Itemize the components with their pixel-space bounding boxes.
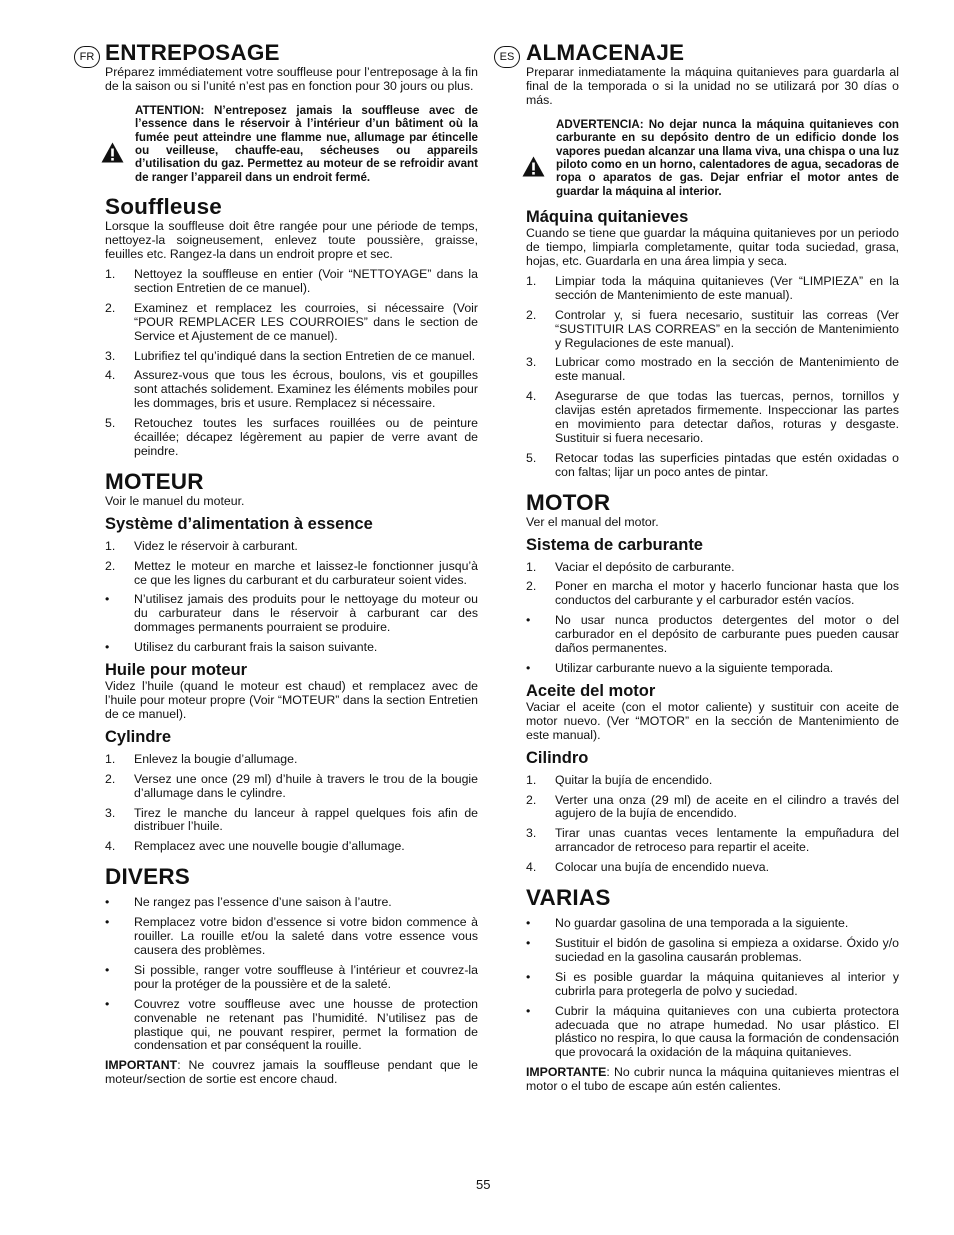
list-item [526,614,899,656]
list-item-text: Sustituir el bidón de gasolina si empieza a oxidarse. Óxido y/o suciedad en la gasolina causarán problemas. [555,935,899,964]
list-item-text: Poner en marcha el motor y hacerlo funcionar hasta que los conductos del carburante y el carburador estén vacíos. [555,579,899,608]
list-marker: 3. [105,348,116,363]
list-item [526,971,899,999]
list-item-text: Enlevez la bougie d’allumage. [134,751,298,766]
almacenaje-heading: ALMACENAJE [526,40,685,65]
french-column [105,40,478,1087]
list-item [526,827,899,855]
maquina-steps [526,275,899,480]
list-item-text: Retouchez toutes les surfaces rouillées ou de peinture écaillée; décapez légèrement au papier de verre avant de peindre. [134,416,478,458]
list-item-text: Lubricar como mostrado en la sección de Mantenimiento de este manual. [555,355,899,384]
list-marker: 5. [526,450,537,465]
list-item [526,937,899,965]
list-item-text: Verter una onza (29 ml) de aceite en el cilindro a través del agujero de la bujía de encendido. [555,792,899,821]
list-item [105,369,478,411]
list-marker: • [105,640,110,655]
list-marker: 2. [105,558,116,573]
moteur-heading: MOTEUR [105,468,204,494]
list-item [105,916,478,958]
list-item [105,641,478,655]
warning-text: ADVERTENCIA: No dejar nunca la máquina quitanieves con carburante en su depósito dentro de un edificio donde los vapores puedan alcanzar una llama viva, una chispa o una luz piloto como en un horno, calentadores de agua, secadoras de ropa o aparatos de gas. Dejar enfriar el motor antes de guardar la máquina al interior. [556,117,899,198]
cylinder-heading: Cylindre [105,727,172,746]
list-item-text: Videz le réservoir à carburant. [134,538,298,553]
motor-intro: Ver el manual del motor. [526,514,659,529]
cylinder-heading: Cilindro [526,748,589,767]
list-item-text: Tirar unas cuantas veces lentamente la empuñadura del arrancador de retroceso para repartir el aceite. [555,826,899,855]
list-marker: 2. [526,307,537,322]
engine-oil-text: Vaciar el aceite (con el motor caliente) y sustituir con aceite de motor nuevo. (Ver “MOTOR” en la sección de Mantenimiento de este manual). [526,699,899,742]
warning-text: ATTENTION: N’entreposez jamais la souffleuse avec de l’essence dans le réservoir à l’intérieur d’un bâtiment où la fumée peut atteindre une flamme nue, allumage par étincelle ou veilleuse, chauffe-eau, sécheuses ou appareils d’utilisation du gaz. Permettez au moteur de se refroidir avant de ranger l’appareil dans un endroit fermé. [135,103,478,184]
list-item [526,662,899,676]
list-item-text: Tirez le manche du lanceur à rappel quelques fois afin de distribuer l’huile. [134,805,478,834]
list-item [526,861,899,875]
list-item-text: No guardar gasolina de una temporada a la siguiente. [555,916,849,931]
list-item-text: Remplacez votre bidon d’essence si votre bidon commence à rouiller. La rouille et/ou la saleté dans votre essence vous causera des problèmes. [134,915,478,957]
souffleuse-intro: Lorsque la souffleuse doit être rangée pour une période de temps, nettoyez-la soigneusement, enlevez toute poussière, graisse, feuilles etc. Rangez-la dans un endroit propre et sec. [105,219,478,262]
varias-items [526,917,899,1060]
list-item-text: Limpiar toda la máquina quitanieves (Ver “LIMPIEZA” en la sección de Mantenimiento de este manual). [555,273,899,302]
list-item [105,998,478,1054]
list-item [526,452,899,480]
list-marker: 2. [526,579,537,594]
list-marker: • [105,962,110,977]
list-item [105,560,478,588]
list-item [526,1005,899,1061]
fuel-system-heading: Sistema de carburante [526,535,703,554]
warning-block [526,118,899,198]
list-marker: 2. [526,792,537,807]
page-number: 55 [476,1177,491,1192]
language-badge-fr: FR [74,46,100,68]
cylinder-steps [526,774,899,875]
list-item-text: Assurez-vous que tous les écrous, boulons, vis et goupilles sont attachés solidement. Examinez les éléments mobiles pour les dommages, bris et usure. Remplacez si nécessaire. [134,368,478,411]
list-item-text: Ne rangez pas l’essence d’une saison à l’autre. [134,895,392,910]
list-item-text: Lubrifiez tel qu’indiqué dans la section Entretien de ce manuel. [134,348,476,363]
list-marker: • [526,969,531,984]
list-item-text: Remplacez avec une nouvelle bougie d’allumage. [134,839,405,854]
list-marker: 4. [105,839,116,854]
list-item [105,540,478,554]
list-item-text: Examinez et remplacez les courroies, si nécessaire (Voir “POUR REMPLACER LES COURROIES” dans le section de Service et Ajustement de ce manuel). [134,300,478,343]
engine-oil-text: Videz l’huile (quand le moteur est chaud) et remplacez avec de l’huile pour moteur propre (Voir “MOTEUR” dans la section Entretien de ce manuel). [105,679,478,721]
list-item-text: No usar nunca productos detergentes del motor o del carburador en el depósito de carburante pues pueden causar daños permanentes. [555,613,899,656]
list-marker: 1. [105,266,116,281]
list-marker: • [526,916,531,931]
list-item [526,774,899,788]
list-item-text: Asegurarse de que todas las tuercas, pernos, tornillos y clavijas estén apretados firmemente. Inspeccionar las partes en movimiento para detectar daños, roturas y desgaste. Sustituir si fuera necesario. [555,389,899,445]
fuel-system-steps [526,561,899,676]
list-item-text: Vaciar el depósito de carburante. [555,559,735,574]
list-item [526,580,899,608]
list-item [105,840,478,854]
souffleuse-steps [105,268,478,459]
list-item [105,302,478,344]
list-item-text: Controlar y, si fuera necesario, sustituir las correas (Ver “SUSTITUIR LAS CORREAS” en la sección de Mantenimiento y Regulaciones de este manual). [555,307,899,350]
list-item [526,561,899,575]
list-marker: • [526,1003,531,1018]
list-marker: • [105,915,110,930]
important-label: IMPORTANTE [526,1065,607,1080]
list-marker: • [105,592,110,607]
list-marker: 4. [526,860,537,875]
list-item [105,773,478,801]
important-note [526,1066,899,1094]
list-item-text: Couvrez votre souffleuse avec une housse de protection convenable ne retenant pas l’humidité. N’utilisez pas de plastique qui, ne pouvant respirer, permet la formation de condensation et par conséquent la rouille. [134,996,478,1053]
important-note [105,1059,478,1087]
list-marker: • [526,613,531,628]
list-marker: 5. [105,416,116,431]
list-marker: 1. [526,273,537,288]
list-marker: 1. [105,751,116,766]
list-item-text: Si es posible guardar la máquina quitanieves al interior y cubrirla para protegerla de polvo y suciedad. [555,969,899,998]
list-item-text: Utilisez du carburant frais la saison suivante. [134,640,378,655]
warning-triangle-icon [101,142,124,163]
list-item-text: Si possible, ranger votre souffleuse à l’intérieur et couvrez-la pour la protéger de la poussière et de la saleté. [134,962,478,991]
list-item [526,275,899,303]
list-item [105,753,478,767]
list-item-text: N’utilisez jamais des produits pour le nettoyage du moteur ou du carburateur dans le réservoir à carburant car des dommages permanents pourraient se produire. [134,592,478,635]
list-marker: 1. [526,559,537,574]
list-marker: 3. [526,355,537,370]
list-item [105,964,478,992]
entreposage-intro: Préparez immédiatement votre souffleuse pour l’entreposage à la fin de la saison ou si l’unité n’est pas en fonction pour 30 jours ou plus. [105,65,478,93]
list-item [526,794,899,822]
list-item-text: Mettez le moteur en marche et laissez-le fonctionner jusqu’à ce que les lignes du carburant et du carburateur soient vides. [134,558,478,587]
list-item [105,350,478,364]
important-label: IMPORTANT [105,1058,178,1073]
list-item [105,896,478,910]
list-marker: • [526,935,531,950]
list-item [105,807,478,835]
list-item-text: Versez une once (29 ml) d’huile à travers le trou de la bougie d’allumage dans le cylindre. [134,771,478,800]
list-marker: 3. [105,805,116,820]
list-item [526,309,899,351]
list-item [105,268,478,296]
cylinder-steps [105,753,478,854]
maquina-intro: Cuando se tiene que guardar la máquina quitanieves por un periodo de tiempo, limpiarla completamente, quitar toda suciedad, grasa, hojas, etc. Guardarla en una área limpia y seca. [526,226,899,268]
engine-oil-heading: Aceite del motor [526,681,656,700]
warning-triangle-icon [522,156,545,177]
list-marker: • [526,661,531,675]
important-text: : No cubrir nunca la máquina quitanieves mientras el motor o el tubo de escape aún estén calientes. [526,1065,899,1094]
list-item-text: Quitar la bujía de encendido. [555,772,713,787]
list-item [526,390,899,446]
almacenaje-intro: Preparar inmediatamente la máquina quitanieves para guardarla al final de la temporada o si la unidad no se utilizará por 30 días o más. [526,65,899,107]
list-marker: • [105,996,110,1011]
list-item [526,917,899,931]
language-badge-es: ES [494,46,520,68]
maquina-heading: Máquina quitanieves [526,208,689,227]
list-item-text: Cubrir la máquina quitanieves con una cubierta protectora adecuada que no atrape humedad. No usar plástico. El plástico no respira, lo que causa la formación de condensación que provocará la oxidación de la máquina quitanieves. [555,1003,899,1060]
list-item [105,417,478,459]
entreposage-heading: ENTREPOSAGE [105,40,280,65]
list-marker: 2. [105,771,116,786]
divers-items [105,896,478,1053]
motor-heading: MOTOR [526,489,611,515]
warning-block [105,104,478,184]
list-item-text: Utilizar carburante nuevo a la siguiente temporada. [555,661,834,675]
moteur-intro: Voir le manuel du moteur. [105,493,245,508]
list-item-text: Nettoyez la souffleuse en entier (Voir “NETTOYAGE” dans la section Entretien de ce manuel). [134,266,478,295]
list-marker: 1. [105,538,116,553]
list-marker: • [105,895,110,910]
list-marker: 4. [105,368,116,383]
spanish-column [526,40,899,1094]
engine-oil-heading: Huile pour moteur [105,661,248,680]
varias-heading: VARIAS [526,885,611,911]
list-item [526,356,899,384]
divers-heading: DIVERS [105,864,190,890]
list-item-text: Retocar todas las superficies pintadas que estén oxidadas o con faltas; lijar un poco antes de pintar. [555,450,899,479]
important-text: : Ne couvrez jamais la souffleuse pendant que le moteur/section de sortie est encore chaud. [105,1058,478,1087]
souffleuse-heading: Souffleuse [105,194,223,220]
fuel-system-heading: Système d’alimentation à essence [105,514,373,533]
fuel-system-steps [105,540,478,655]
list-marker: 4. [526,389,537,404]
list-marker: 3. [526,826,537,841]
list-item [105,593,478,635]
list-marker: 1. [526,772,537,787]
list-marker: 2. [105,300,116,315]
list-item-text: Colocar una bujía de encendido nueva. [555,860,769,875]
